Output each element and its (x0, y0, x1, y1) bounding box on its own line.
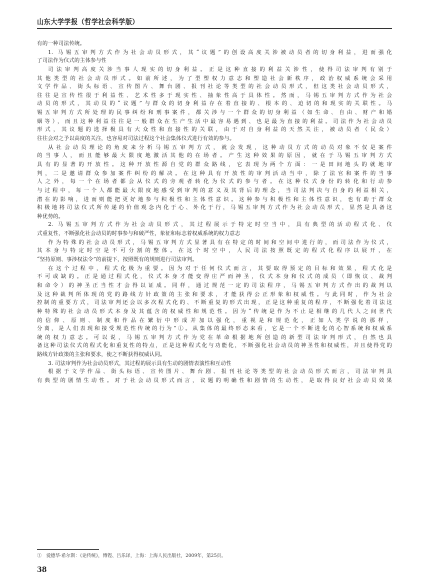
text-line: 和命令）的神圣正当性才会得以证成。同样，通过规范一定的司法程序，马锡五审判方式作出的裁判以 (37, 282, 392, 289)
text-line: 有典型的剧情生动性。对于社会动员形式而言，议题的明确性和剧情的生动性，是取得良好社会动员效果 (37, 377, 392, 384)
text-line: 分离，是人们表现和接受规范性传统的行为”①。从集体的最终形态来看，它是一个不断进化的心智系统和权威系 (37, 326, 392, 333)
text-line: 种特殊的社会动员形式本身及其蕴含的权威性和规范性。因为“传统是作为不止是相继的几代人之间世代 (37, 308, 392, 315)
text-line: 种优势的。 (37, 213, 64, 220)
journal-title: 山东大学学报（哲学社会科学版） (37, 18, 139, 26)
text-line: 有的一种司法传统。 (37, 41, 86, 47)
text-line: 往往会对之予以高度的关注，也容易对司法过程这个社会集体仪式进行有效的参与。 (37, 136, 235, 143)
page-number: 38 (37, 565, 47, 574)
text-line: 人之外，每一个在场者都会从仪式的旁观者转化为仪式的参与者。在这种仪式身份的转化和行动参 (37, 179, 392, 186)
text-line: 备这种司法仪式的程式化和重复性的特点，正是这种程式化与功能化，不断强化社会动员的神圣性和权威性，并且使得党的 (37, 343, 392, 350)
text-line: 1. 马锡五审判方式作为社会动员形式，其“议题”的创设高度关涉被动员者的切身利益，进而强化 (48, 49, 392, 56)
text-line: “坚持原则、事涉权法令”的前提下，按照既有的规则进行司法审判。 (37, 257, 198, 264)
text-line: 积极地将司法仪式所传递的价值观念内化于心、外化于行，马锡五审判方式作为社会动员形式，显然是具备这 (37, 205, 392, 212)
text-line: 其他类型的社会动员形式。如前所述，为了型塑权力意志和塑造社会新秩序，政治权威系统会采用 (37, 75, 392, 82)
footnote: ① 爱德华·希尔斯：《论传统》，傅铿、吕乐译，上海：上海人民出版社，2009年，第25页。 (37, 554, 226, 559)
text-line: 了司法作为仪式的主体参与性 (37, 58, 107, 65)
text-line: 不可或缺的。正是通过程式化，仪式本身才能变得庄严而神圣，仪式本身和仪式的成员（即恢议、裁判 (37, 274, 392, 281)
text-line: 从社会动员理论的角度来分析马锡五审判方式，就会发现，这种动员方式的动员对象不仅是案件 (48, 144, 392, 151)
text-line: 司法审判高度关涉当事人现实的切身利益。正是这种直接的利益关涉性，使得司法审判有别于 (48, 66, 392, 73)
text-line: 具有的显著的开放性。这种开放性源自党的群众路线，它表现为两个方面：一是田间地头的就地审 (37, 161, 392, 168)
body-text (37, 40, 392, 386)
text-line: 其本身与特定时空是不可分割的整体。在这个时空中，人民司法按照既定的程式化程序以展开，在 (37, 248, 392, 255)
text-line: 往往是宣传性很于利益性、艺术性多于现实性、抽象性高于具体性。然而，马锡五审判方式作为社会 (37, 92, 392, 99)
running-header (37, 16, 392, 29)
text-line: 判，二是邀请群众参加案件纠纷的解决。在这种具有开放性的审判活动当中，除了法官和案件的当事 (37, 170, 392, 177)
text-line: 及这种裁判所体现的党的路线方针政策的主张和要求，才能获得公正形象和权威性。与此同时，作为社会 (37, 291, 392, 298)
footnote-divider (37, 549, 99, 550)
text-line: 2. 马锡五审判方式作为社会动员形式，其过程展示于特定时空当中，具有典型的活动程式化、仪 (48, 222, 392, 229)
text-line: 动员的形式，其动员的“议题”与群众的切身利益存在着直接的、根本的、迫切的和现实的关联性。马 (37, 101, 392, 108)
text-line: 根据于文学作品、街头标语、宣传图片、舞台剧、报刊社论等类型的社会动员形式而言，司法审判具 (48, 369, 392, 376)
text-line: 在这个过程中，程式化极为重要。因为对于任何仪式而言，其要取得预定的目标和效果，程式化是 (48, 265, 392, 272)
text-line: 作为特殊的社会动员形式，马锡五审判方式显著具有在特定的时间和空间中进行的，而司法作为仪式， (48, 239, 392, 246)
text-line: 姻等），而且这种利益往往是一般群众在生产生活中最容易遇到、也是最为直接的利益。司法作为社会动员 (37, 118, 392, 125)
text-line: 与过程中，每一个人都能最大限度地感受到审判的意义及其背后的理念，当司法判决与自身的利益相关， (37, 187, 392, 194)
text-line: 文学作品、街头标语、宣传图片、舞台剧、报刊社论等类型的社会动员形式，但这类社会动员形式， (37, 84, 392, 91)
text-line: 路线方针政策的主张和要求，使之不断获得权威认同。 (37, 352, 166, 359)
text-line: 3. 司法审判作为社会动员形式，其过程的展示具有生动的剧情表演性和互动性 (48, 360, 232, 367)
text-line: 控制的重要方式，司法审判还会以多次程式化的、不断重复的形式出现，正是这种重复的程序，不断强化着司法这 (37, 300, 392, 307)
text-line: 的信仰、原则、制度和作品在繁衍中形成并加以强化，重视是和规范化，正如人类学说的那样， (37, 317, 392, 324)
text-line: 形式，其议题的选择极具有大众性和直接性的关联，由于对自身利益的天然关注，被动员者（民众） (37, 127, 392, 134)
text-line: 的当事人，而且能够最大限度地激活其他的在场者。产生这种效果的原因，就在于马锡五审判方式 (37, 153, 392, 160)
text-line: 锡五审判方式所处理的民事纠纷和刑事案件，都关涉与一个群众的切身利益（如生命、自由、财产和婚 (37, 110, 392, 117)
text-line: 潜在的影响，进而则能把更好地参与积极性和主体性意识。这种参与积极性和主体性意识，也有助于群众 (37, 196, 392, 203)
text-line: 式重复性，不断强化社会动员的时事参与和破严性，象征和标志着权威系统的权力意志 (37, 231, 241, 238)
text-line: 统的权力意志。可以说，马锡五审判方式作为党在革命根据地所创造的新型司法审判形式，自然也具 (37, 334, 392, 341)
